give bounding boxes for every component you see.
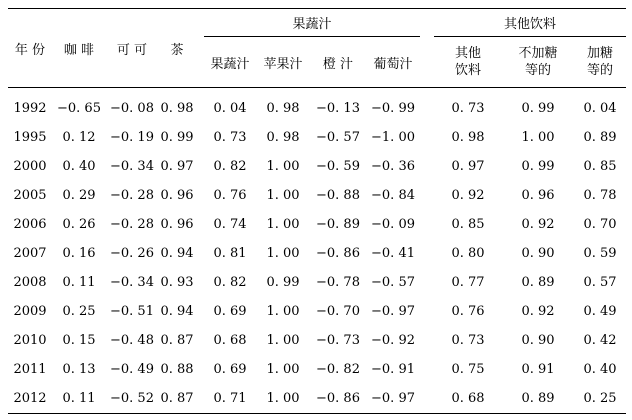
cell-fruit-veg-juice: 0. 82 xyxy=(213,275,247,290)
cell-other-drinks: 0. 73 xyxy=(451,333,485,348)
col-header-other-drinks-line1: 其他 xyxy=(455,46,482,61)
cell-other-drinks: 0. 85 xyxy=(451,217,485,232)
cell-fruit-veg-juice: 0. 04 xyxy=(213,101,247,116)
cell-other-drinks: 0. 97 xyxy=(451,159,485,174)
cell-orange-juice: −0. 86 xyxy=(316,391,360,406)
cell-year: 2008 xyxy=(13,275,47,290)
cell-apple-juice: 1. 00 xyxy=(266,391,300,406)
column-spacer xyxy=(420,297,434,326)
cell-grape-juice: −1. 00 xyxy=(371,130,415,145)
cell-other-drinks: 0. 76 xyxy=(451,304,485,319)
cell-coffee: 0. 26 xyxy=(62,217,96,232)
cell-sweetened: 0. 42 xyxy=(583,333,617,348)
cell-apple-juice: 1. 00 xyxy=(266,362,300,377)
cell-sweetened: 0. 85 xyxy=(583,159,617,174)
column-spacer xyxy=(196,123,204,152)
table-row xyxy=(8,268,626,297)
cell-year: 2010 xyxy=(13,333,47,348)
cell-coffee: 0. 16 xyxy=(62,246,96,261)
table-row xyxy=(8,181,626,210)
cell-fruit-veg-juice: 0. 82 xyxy=(213,159,247,174)
cell-orange-juice: −0. 88 xyxy=(316,188,360,203)
col-header-apple-juice: 苹果汁 xyxy=(263,56,303,72)
table-row xyxy=(8,88,626,124)
cell-coffee: 0. 25 xyxy=(62,304,96,319)
cell-grape-juice: −0. 57 xyxy=(371,275,415,290)
cell-coffee: 0. 12 xyxy=(62,130,96,145)
cell-other-drinks: 0. 75 xyxy=(451,362,485,377)
column-spacer xyxy=(196,355,204,384)
cell-orange-juice: −0. 73 xyxy=(316,333,360,348)
group-header-other-drinks: 其他饮料 xyxy=(434,9,626,37)
cell-year: 2005 xyxy=(13,188,47,203)
cell-grape-juice: −0. 36 xyxy=(371,159,415,174)
cell-coffee: 0. 11 xyxy=(62,275,96,290)
cell-cocoa: −0. 34 xyxy=(110,275,154,290)
cell-tea: 0. 96 xyxy=(160,217,194,232)
column-spacer xyxy=(420,239,434,268)
table-row xyxy=(8,297,626,326)
cell-unsweetened: 0. 89 xyxy=(521,391,555,406)
cell-sweetened: 0. 04 xyxy=(583,101,617,116)
cell-sweetened: 0. 89 xyxy=(583,130,617,145)
cell-fruit-veg-juice: 0. 73 xyxy=(213,130,247,145)
cell-tea: 0. 94 xyxy=(160,246,194,261)
cell-fruit-veg-juice: 0. 69 xyxy=(213,304,247,319)
cell-grape-juice: −0. 97 xyxy=(371,391,415,406)
cell-orange-juice: −0. 78 xyxy=(316,275,360,290)
cell-orange-juice: −0. 13 xyxy=(316,101,360,116)
cell-other-drinks: 0. 80 xyxy=(451,246,485,261)
column-spacer xyxy=(420,355,434,384)
cell-apple-juice: 1. 00 xyxy=(266,217,300,232)
cell-apple-juice: 1. 00 xyxy=(266,304,300,319)
cell-orange-juice: −0. 86 xyxy=(316,246,360,261)
cell-apple-juice: 1. 00 xyxy=(266,333,300,348)
beverage-correlation-table xyxy=(8,8,626,414)
cell-other-drinks: 0. 73 xyxy=(451,101,485,116)
cell-grape-juice: −0. 99 xyxy=(371,101,415,116)
cell-grape-juice: −0. 41 xyxy=(371,246,415,261)
cell-cocoa: −0. 34 xyxy=(110,159,154,174)
cell-apple-juice: 0. 98 xyxy=(266,101,300,116)
cell-orange-juice: −0. 70 xyxy=(316,304,360,319)
table-row xyxy=(8,355,626,384)
cell-apple-juice: 1. 00 xyxy=(266,159,300,174)
cell-unsweetened: 1. 00 xyxy=(521,130,555,145)
cell-sweetened: 0. 78 xyxy=(583,188,617,203)
column-spacer xyxy=(420,326,434,355)
column-spacer xyxy=(420,210,434,239)
cell-orange-juice: −0. 89 xyxy=(316,217,360,232)
cell-sweetened: 0. 49 xyxy=(583,304,617,319)
table-row xyxy=(8,123,626,152)
group-header-juice: 果蔬汁 xyxy=(204,9,420,37)
column-spacer xyxy=(196,239,204,268)
cell-apple-juice: 0. 99 xyxy=(266,275,300,290)
table-row xyxy=(8,210,626,239)
cell-other-drinks: 0. 98 xyxy=(451,130,485,145)
cell-apple-juice: 1. 00 xyxy=(266,188,300,203)
table-row xyxy=(8,152,626,181)
cell-tea: 0. 99 xyxy=(160,130,194,145)
cell-cocoa: −0. 28 xyxy=(110,188,154,203)
cell-year: 2011 xyxy=(13,362,47,377)
cell-tea: 0. 98 xyxy=(160,101,194,116)
col-header-unsweetened-line2: 等的 xyxy=(525,63,552,78)
cell-sweetened: 0. 70 xyxy=(583,217,617,232)
cell-orange-juice: −0. 59 xyxy=(316,159,360,174)
cell-coffee: 0. 11 xyxy=(62,391,96,406)
cell-unsweetened: 0. 89 xyxy=(521,275,555,290)
column-spacer xyxy=(420,123,434,152)
cell-apple-juice: 1. 00 xyxy=(266,246,300,261)
cell-cocoa: −0. 28 xyxy=(110,217,154,232)
table-row xyxy=(8,326,626,355)
cell-fruit-veg-juice: 0. 76 xyxy=(213,188,247,203)
col-header-coffee: 咖 啡 xyxy=(63,42,95,58)
cell-unsweetened: 0. 96 xyxy=(521,188,555,203)
cell-sweetened: 0. 40 xyxy=(583,362,617,377)
cell-unsweetened: 0. 92 xyxy=(521,217,555,232)
cell-fruit-veg-juice: 0. 71 xyxy=(213,391,247,406)
cell-fruit-veg-juice: 0. 69 xyxy=(213,362,247,377)
cell-other-drinks: 0. 68 xyxy=(451,391,485,406)
cell-unsweetened: 0. 91 xyxy=(521,362,555,377)
cell-cocoa: −0. 49 xyxy=(110,362,154,377)
column-spacer xyxy=(196,268,204,297)
column-spacer xyxy=(196,297,204,326)
column-spacer xyxy=(420,88,434,124)
cell-coffee: 0. 29 xyxy=(62,188,96,203)
column-spacer xyxy=(196,326,204,355)
cell-orange-juice: −0. 57 xyxy=(316,130,360,145)
col-header-unsweetened-line1: 不加糖 xyxy=(518,46,558,61)
cell-cocoa: −0. 19 xyxy=(110,130,154,145)
column-spacer xyxy=(196,88,204,124)
cell-unsweetened: 0. 92 xyxy=(521,304,555,319)
cell-fruit-veg-juice: 0. 74 xyxy=(213,217,247,232)
col-header-unsweetened xyxy=(502,37,574,88)
cell-tea: 0. 88 xyxy=(160,362,194,377)
cell-tea: 0. 87 xyxy=(160,391,194,406)
cell-year: 1992 xyxy=(13,101,47,116)
col-header-grape-juice: 葡萄汁 xyxy=(373,56,413,72)
cell-other-drinks: 0. 92 xyxy=(451,188,485,203)
cell-grape-juice: −0. 97 xyxy=(371,304,415,319)
cell-year: 2009 xyxy=(13,304,47,319)
table-body xyxy=(8,88,626,414)
cell-tea: 0. 87 xyxy=(160,333,194,348)
cell-year: 1995 xyxy=(13,130,47,145)
cell-cocoa: −0. 52 xyxy=(110,391,154,406)
cell-sweetened: 0. 25 xyxy=(583,391,617,406)
cell-grape-juice: −0. 92 xyxy=(371,333,415,348)
cell-apple-juice: 0. 98 xyxy=(266,130,300,145)
column-spacer xyxy=(420,152,434,181)
cell-year: 2012 xyxy=(13,391,47,406)
cell-cocoa: −0. 26 xyxy=(110,246,154,261)
cell-cocoa: −0. 48 xyxy=(110,333,154,348)
column-spacer xyxy=(196,152,204,181)
cell-coffee: 0. 13 xyxy=(62,362,96,377)
cell-fruit-veg-juice: 0. 68 xyxy=(213,333,247,348)
col-header-year: 年 份 xyxy=(14,42,46,58)
column-spacer xyxy=(196,384,204,414)
cell-grape-juice: −0. 91 xyxy=(371,362,415,377)
table-row xyxy=(8,239,626,268)
cell-sweetened: 0. 57 xyxy=(583,275,617,290)
cell-cocoa: −0. 51 xyxy=(110,304,154,319)
cell-year: 2006 xyxy=(13,217,47,232)
cell-tea: 0. 93 xyxy=(160,275,194,290)
cell-year: 2000 xyxy=(13,159,47,174)
column-spacer xyxy=(196,210,204,239)
column-spacer xyxy=(420,268,434,297)
col-header-sweetened xyxy=(574,37,626,88)
cell-cocoa: −0. 08 xyxy=(110,101,154,116)
cell-coffee: −0. 65 xyxy=(57,101,101,116)
col-header-orange-juice: 橙 汁 xyxy=(322,56,354,72)
cell-unsweetened: 0. 90 xyxy=(521,246,555,261)
col-header-other-drinks-line2: 饮料 xyxy=(455,63,482,78)
col-header-fruit-veg-juice: 果蔬汁 xyxy=(210,56,250,72)
cell-unsweetened: 0. 99 xyxy=(521,101,555,116)
col-header-sweetened-line2: 等的 xyxy=(587,63,614,78)
cell-grape-juice: −0. 09 xyxy=(371,217,415,232)
cell-tea: 0. 97 xyxy=(160,159,194,174)
table-row xyxy=(8,384,626,414)
column-spacer xyxy=(420,384,434,414)
cell-fruit-veg-juice: 0. 81 xyxy=(213,246,247,261)
cell-unsweetened: 0. 90 xyxy=(521,333,555,348)
column-spacer xyxy=(420,181,434,210)
col-header-sweetened-line1: 加糖 xyxy=(587,46,614,61)
col-header-tea: 茶 xyxy=(170,42,184,58)
cell-sweetened: 0. 59 xyxy=(583,246,617,261)
cell-other-drinks: 0. 77 xyxy=(451,275,485,290)
cell-coffee: 0. 40 xyxy=(62,159,96,174)
cell-tea: 0. 96 xyxy=(160,188,194,203)
cell-grape-juice: −0. 84 xyxy=(371,188,415,203)
cell-coffee: 0. 15 xyxy=(62,333,96,348)
cell-unsweetened: 0. 99 xyxy=(521,159,555,174)
cell-tea: 0. 94 xyxy=(160,304,194,319)
cell-orange-juice: −0. 82 xyxy=(316,362,360,377)
col-header-other-drinks xyxy=(434,37,502,88)
cell-year: 2007 xyxy=(13,246,47,261)
column-spacer xyxy=(196,181,204,210)
col-header-cocoa: 可 可 xyxy=(116,42,148,58)
